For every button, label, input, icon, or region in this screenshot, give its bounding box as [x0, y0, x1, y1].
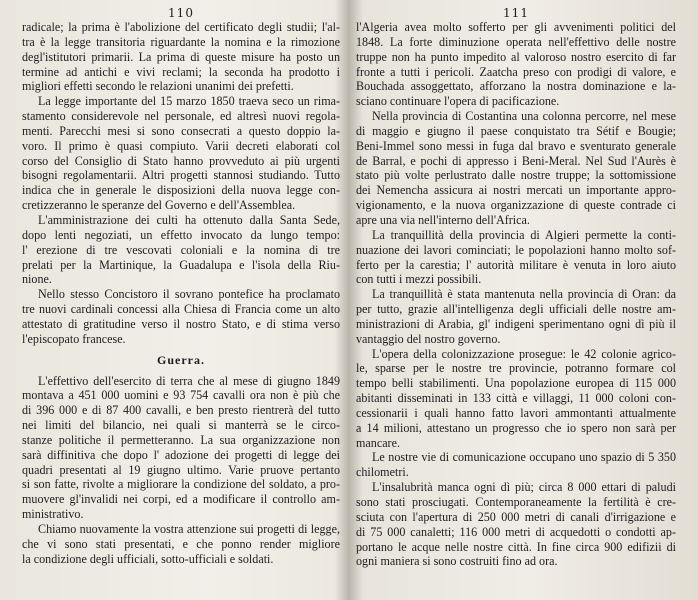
text-line: Chiamo nuovamente la vostra attenzione sui progetti di legge,: [38, 522, 340, 536]
text-line: La tranquillità della provincia di Algieri permette la conti-: [372, 227, 676, 242]
text-line: con tutti i mezzi possibili.: [356, 272, 482, 287]
text-line: a 14 milioni, attestano un progresso che io spero non sarà per: [356, 420, 676, 435]
text-line: apre una via nell'interno dell'Africa.: [356, 212, 530, 227]
text-line: corso del Consiglio di Stato hanno provveduto ai più urgenti: [22, 153, 340, 168]
text-line: indica che in generale le disposizioni della nuova legge con-: [22, 183, 340, 198]
text-line: ministrativo.: [22, 507, 84, 522]
text-line: La legge importante del 15 marzo 1850 traeva seco un rima-: [38, 94, 340, 109]
text-line: ferto per la carestia; l' autorità militare è venuta in loro aiuto: [356, 257, 676, 272]
text-line: si son fatte, rivolte a migliorare la condizione del soldato, a pro-: [22, 477, 340, 492]
text-line: stato più volte perlustrato dalle nostre truppe; la sottomissione: [356, 168, 676, 183]
text-line: di 75 000 canaletti; 116 000 metri di acquedotti o condotti ap-: [356, 524, 676, 539]
page-number-right: 111: [503, 6, 529, 20]
text-line: tempo belli stabilimenti. Una popolazione europea di 115 000: [356, 376, 676, 391]
left-page: [22, 6, 340, 567]
right-page: [356, 6, 676, 569]
text-line: muovere gl'invalidi nei corpi, ed a modificare il controllo am-: [22, 492, 340, 507]
text-line: menti. Parecchi mesi si sono consecrati a questo doppio la-: [22, 123, 340, 138]
text-line: tra è la legge transitoria riguardante la nomina e la rimozione: [22, 34, 340, 49]
left-page-body: [22, 20, 340, 567]
page-number-left: 110: [168, 6, 194, 20]
text-line: L'amministrazione dei culti ha ottenuto dalla Santa Sede,: [38, 212, 340, 227]
text-line: Bouchada assoggettato, afforzano la nostra dominazione e la-: [356, 79, 676, 94]
text-line: sciuta con l'apertura di 250 000 metri di canali d'irrigazione e: [356, 509, 676, 524]
text-line: l'Algeria avea molto sofferto per gli avvenimenti politici del: [356, 20, 676, 34]
text-line: chilometri.: [356, 465, 409, 480]
text-line: migliori effetti secondo le relazioni unanimi dei prefetti.: [22, 79, 294, 94]
text-line: cessionarii i quali hanno fatto lavori ammontanti attualmente: [356, 405, 676, 420]
text-line: dei Nemencha assicura ai nostri mercati un importante appro-: [356, 183, 676, 198]
text-line: stanze politiche il permetteranno. La sua organizzazione non: [22, 432, 340, 447]
text-line: sciano continuare l'opera di pacificazione.: [356, 94, 560, 109]
text-line: le, sparse per le nostre tre provincie, potranno formare col: [356, 361, 676, 376]
text-line: nei limiti del bilancio, nei quali si manterrà se le circo-: [22, 418, 340, 433]
text-line: per tutto, grazie all'intelligenza degli ufficiali delle nostre am-: [356, 302, 676, 317]
text-line: L'insalubrità manca ogni dì più; circa 8 000 ettari di paludi: [372, 480, 676, 495]
text-line: di 396 000 e di 87 400 cavalli, e ben presto rientrerà del tutto: [22, 403, 340, 418]
section-heading: Guerra.: [157, 352, 205, 367]
text-line: L'opera della colonizzazione prosegue: le 42 colonie agrico-: [372, 346, 676, 361]
text-line: prelati per la Martinique, la Guadalupa e l'isola della Riu-: [22, 257, 340, 272]
text-line: attestato di gratitudine verso il nostro Stato, e di stima verso: [22, 316, 340, 331]
text-line: cretizzeranno le speranze del Governo e dell'Assemblea.: [22, 198, 296, 213]
text-line: Nello stesso Concistoro il sovrano pontefice ha proclamato: [38, 287, 340, 302]
text-line: che vi sono stati presentati, e che ponno render migliore: [22, 536, 340, 551]
text-line: de Barral, e pochi di appresso i Beni-Meral. Nel Sud l'Aurès è: [356, 153, 676, 168]
text-line: Nella provincia di Costantina una colonna percorre, nel mese: [372, 109, 676, 124]
text-line: Beni-Immel sono messi in fuga dal bravo e sventurato generale: [356, 138, 676, 153]
text-line: degl'istitutori primarii. La prima di queste misure ha posto un: [22, 49, 340, 64]
text-line: la condizione degli ufficiali, sotto-ufficiali e soldati.: [22, 551, 274, 566]
right-page-body: [356, 20, 676, 569]
text-line: truppe non ha punto impedito al valoroso nostro esercito di far: [356, 49, 676, 64]
text-line: portano le acque nelle nostre città. In fine circa 900 edifizii di: [356, 539, 676, 554]
text-line: stamento considerevole nel personale, ed altresì nuovi regola-: [22, 109, 340, 124]
text-line: bisogni regolamentarii. Altri progetti stannosi studiando. Tutto: [22, 168, 340, 183]
text-line: 1848. La forte diminuzione operata nell'effettivo delle nostre: [356, 34, 676, 49]
text-line: montava a 451 000 uomini e 93 754 cavalli ora non è più che: [22, 388, 340, 403]
text-line: quadri presentati al 19 giugno ultimo. Varie pruove pertanto: [22, 462, 340, 477]
text-line: L'effettivo dell'esercito di terra che al mese di giugno 1849: [38, 373, 340, 388]
text-line: mancare.: [356, 435, 400, 450]
text-line: sono stati prosciugati. Contemporaneamente la fertilità è cre-: [356, 495, 676, 509]
text-line: tre nuovi cardinali concessi alla Chiesa di Francia come un alto: [22, 302, 340, 317]
text-line: vantaggio del nostro governo.: [356, 331, 501, 346]
text-line: La tranquillità è stata mantenuta nella provincia di Oran: da: [372, 287, 676, 302]
text-line: voro. Il primo è quasi compiuto. Varii decreti elaborati col: [22, 138, 340, 153]
text-line: termine ad antichi e vivi reclami; la seconda ha prodotto i: [22, 64, 340, 79]
text-line: ogni maniera si sono costruiti fino ad ora.: [356, 554, 558, 569]
text-line: ministrazioni di Arabia, gl' indigeni sperimentano ogni dì più il: [356, 316, 676, 331]
text-line: l' erezione di tre vescovati coloniali e la nomina di tre: [22, 242, 340, 257]
text-line: vigionamento, e la nuova organizzazione di queste contrade ci: [356, 198, 676, 213]
text-line: l'episcopato francese.: [22, 331, 126, 346]
text-line: nuazione dei lavori cominciati; le popolazioni hanno molto sof-: [356, 242, 676, 257]
text-line: Le nostre vie di comunicazione occupano uno spazio di 5 350: [372, 450, 676, 465]
text-line: dopo lenti negoziati, un effetto invocato da lungo tempo:: [22, 227, 340, 242]
text-line: nione.: [22, 272, 52, 287]
text-line: sarà diffinitiva che dopo l' adozione dei progetti di legge dei: [22, 447, 340, 462]
text-line: radicale; la prima è l'abolizione del certificato degli studii; l'al-: [22, 20, 340, 34]
text-line: abitanti disseminati in 133 città e villaggi, 11 000 coloni con-: [356, 391, 676, 406]
text-line: fronte a tutti i pericoli. Zaatcha preso con prodigi di valore, e: [356, 64, 676, 79]
text-line: di maggio e giugno il paese conquistato tra Sétif e Bougie;: [356, 123, 676, 138]
